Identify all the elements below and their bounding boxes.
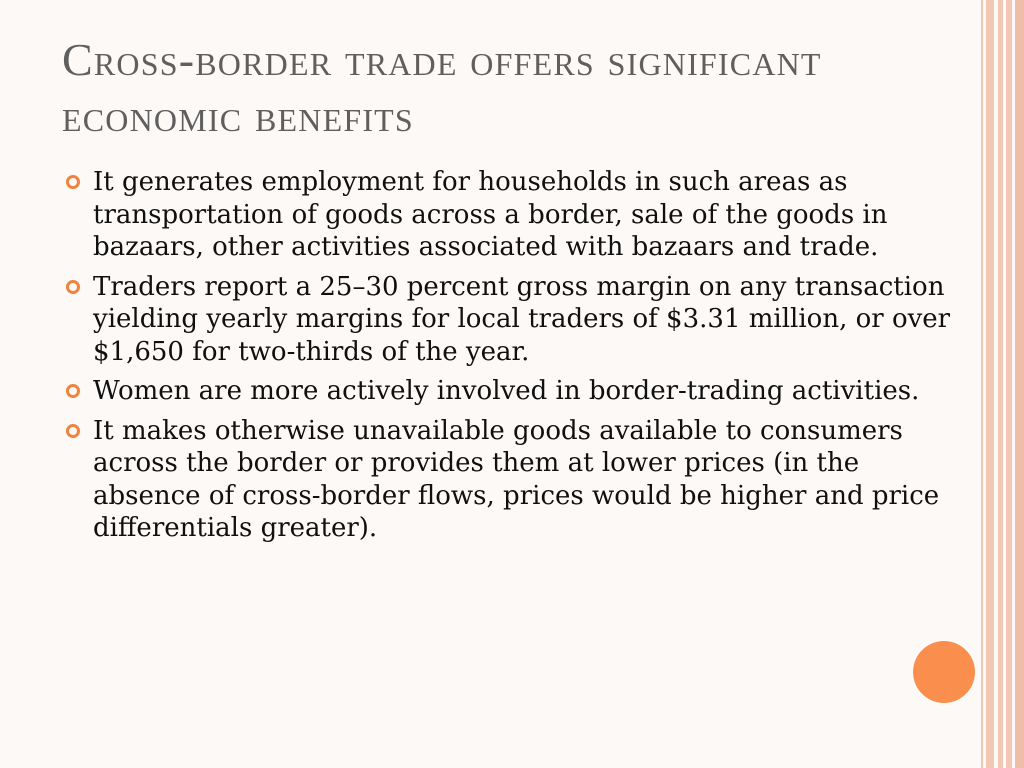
bullet-item — [62, 166, 967, 264]
stripe — [986, 0, 994, 768]
orange-circle-icon — [913, 641, 975, 703]
decorative-stripes — [978, 0, 1024, 768]
bullet-circle-icon — [66, 175, 80, 189]
bullet-text: Traders report a 25–30 percent gross margin on any transaction yielding yearly margins for local traders of $3.31 million, or over $1,650 for two-thirds of the year. — [93, 271, 951, 367]
bullet-item — [62, 415, 967, 545]
bullet-list — [62, 166, 967, 552]
stripe — [1015, 0, 1024, 768]
bullet-text: It generates employment for households in such areas as transportation of goods across a border, sale of the goods in bazaars, other activities associated with bazaars and trade. — [93, 167, 888, 262]
bullet-circle-icon — [66, 384, 80, 398]
bullet-item — [62, 375, 967, 408]
bullet-text: Women are more actively involved in border-trading activities. — [93, 376, 920, 406]
bullet-circle-icon — [66, 424, 80, 438]
slide-title: Cross-border trade offers significant economic benefits — [62, 34, 822, 141]
bullet-circle-icon — [66, 280, 80, 294]
stripe — [998, 0, 1003, 768]
stripe — [981, 0, 983, 768]
stripe — [1006, 0, 1012, 768]
bullet-text: It makes otherwise unavailable goods available to consumers across the border or provides them at lower prices (in the absence of cross-border flows, prices would be higher and price differentials greater). — [93, 415, 940, 543]
bullet-item — [62, 271, 967, 369]
